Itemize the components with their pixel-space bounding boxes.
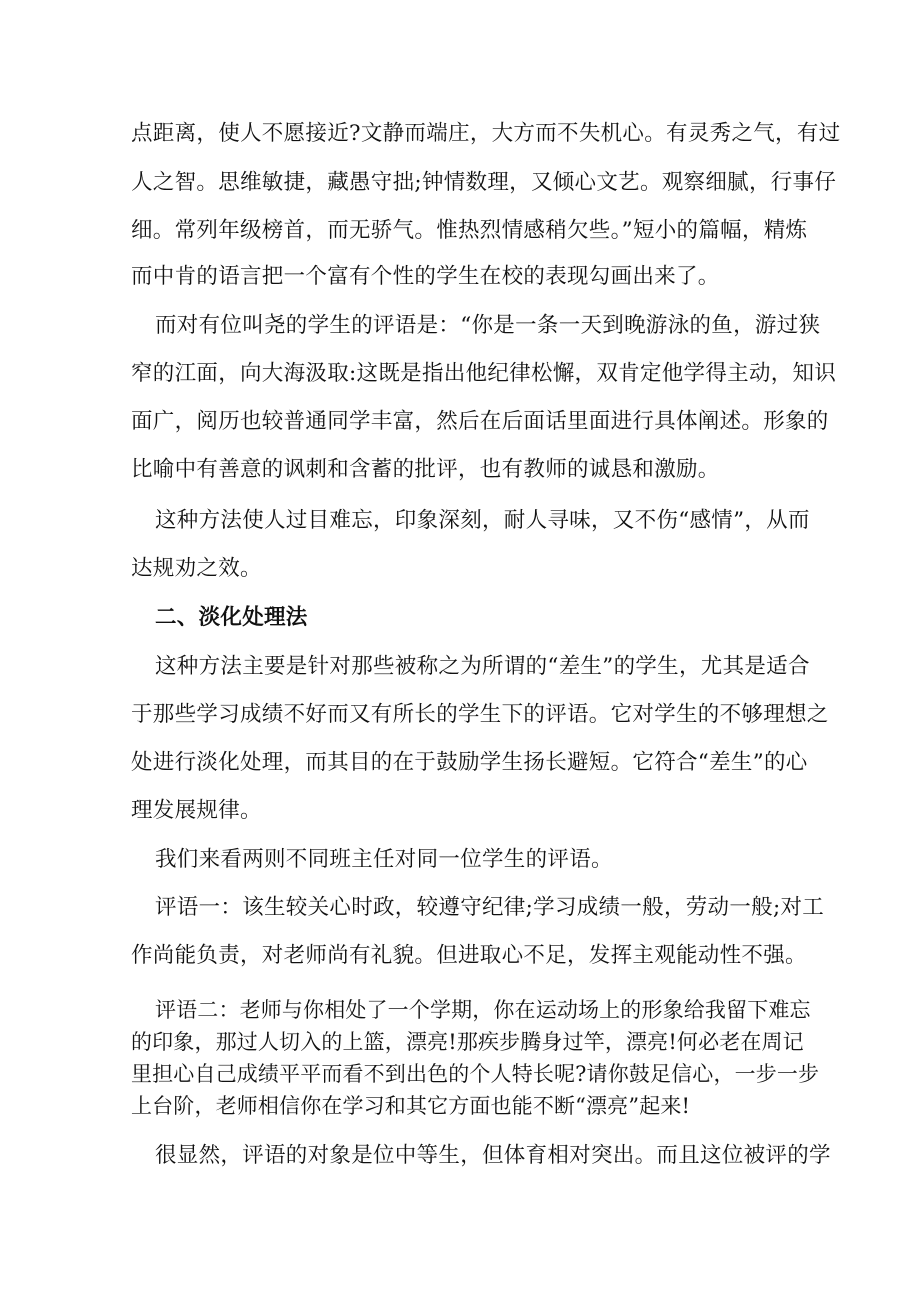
text-line: 窄的江面，向大海汲取:这既是指出他纪律松懈，双肯定他学得主动，知识: [131, 361, 837, 386]
text-line: 的印象，那过人切入的上篮，漂亮!那疾步腾身过竿，漂亮!何必老在周记: [131, 1030, 804, 1054]
text-line: 人之智。思维敏捷，藏愚守拙;钟情数理，又倾心文艺。观察细腻，行事仔: [131, 170, 837, 195]
text-line: 这种方法主要是针对那些被称之为所谓的“差生”的学生，尤其是适合: [155, 654, 810, 679]
text-line: 上台阶，老师相信你在学习和其它方面也能不断“漂亮”起来!: [131, 1094, 691, 1118]
text-line: 作尚能负责，对老师尚有礼貌。但进取心不足，发挥主观能动性不强。: [131, 943, 807, 968]
text-line: 面广，阅历也较普通同学丰富，然后在后面话里面进行具体阐述。形象的: [131, 409, 829, 434]
text-line: 里担心自己成绩平平而看不到出色的个人特长呢?请你鼓足信心，一步一步: [131, 1062, 820, 1086]
text-line: 评语一：该生较关心时政，较遵守纪律;学习成绩一般，劳动一般;对工: [155, 895, 825, 920]
text-line: 很显然，评语的对象是位中等生，但体育相对突出。而且这位被评的学: [155, 1143, 831, 1168]
text-line: 细。常列年级榜首，而无骄气。惟热烈情感稍欠些。”短小的篇幅，精炼: [131, 218, 808, 243]
text-line: 于那些学习成绩不好而又有所长的学生下的评语。它对学生的不够理想之: [131, 702, 829, 727]
text-line: 这种方法使人过目难忘，印象深刻，耐人寻味，又不伤“感情”，从而: [155, 508, 810, 533]
text-line: 理发展规律。: [131, 798, 262, 823]
text-line: 处进行淡化处理，而其目的在于鼓励学生扬长避短。它符合“差生”的心: [131, 750, 808, 775]
section-heading: 二、淡化处理法: [155, 605, 308, 630]
text-line: 点距离，使人不愿接近?文静而端庄，大方而不失机心。有灵秀之气，有过: [131, 121, 841, 146]
text-line: 评语二：老师与你相处了一个学期，你在运动场上的形象给我留下难忘: [155, 998, 811, 1022]
text-line: 我们来看两则不同班主任对同一位学生的评语。: [155, 847, 613, 872]
text-line: 达规劝之效。: [131, 556, 262, 581]
text-line: 比喻中有善意的讽刺和含蓄的批评，也有教师的诚恳和激励。: [131, 457, 720, 482]
text-line: 而对有位叫尧的学生的评语是：“你是一条一天到晚游泳的鱼，游过狭: [155, 313, 821, 338]
text-line: 而中肯的语言把一个富有个性的学生在校的表现勾画出来了。: [131, 264, 720, 289]
